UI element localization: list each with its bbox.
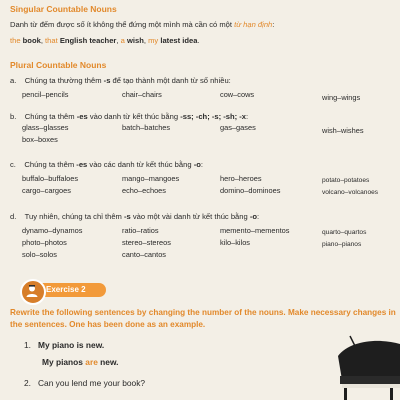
question-number: 1. (24, 340, 31, 350)
rule-c (10, 160, 203, 169)
noun-pair (220, 123, 256, 132)
example-segment: latest idea (160, 36, 198, 45)
rule-text: : (200, 160, 203, 169)
plural-form: wings (341, 93, 361, 102)
plural-form: gases (236, 123, 256, 132)
dash: – (142, 238, 147, 247)
rule-text: để tạo thành một danh từ số nhiều: (110, 76, 231, 85)
rule-text: Chúng ta thêm (24, 112, 77, 121)
singular-form: wing (322, 93, 338, 102)
example-segment: . (197, 36, 200, 45)
noun-pair (122, 174, 179, 183)
answer-text: My pianos (42, 357, 86, 367)
plural-form: cargoes (44, 186, 71, 195)
dash: – (35, 250, 40, 259)
dash: – (140, 123, 145, 132)
singular-form: glass (22, 123, 40, 132)
singular-form: quarto (322, 229, 341, 236)
answer-text: new. (97, 357, 119, 367)
answer-1 (42, 357, 119, 367)
singular-description (10, 20, 274, 29)
dash: – (140, 250, 145, 259)
noun-pair (122, 238, 171, 247)
example-segment: a (120, 36, 127, 45)
plural-form: echoes (142, 186, 166, 195)
example-segment: my (148, 36, 161, 45)
question-1 (24, 340, 104, 350)
example-segment: that (45, 36, 60, 45)
dash: – (244, 186, 249, 195)
plural-form: pencils (45, 90, 69, 99)
dash: – (234, 174, 239, 183)
noun-pair (22, 135, 58, 144)
plural-form: cows (237, 90, 255, 99)
plural-form: cantos (144, 250, 166, 259)
exercise-title: Exercise 2 (46, 285, 86, 294)
dash: – (338, 241, 342, 248)
plural-form: chairs (142, 90, 162, 99)
plural-title: Plural Countable Nouns (10, 60, 107, 70)
example-segment: , (116, 36, 121, 45)
singular-form: canto (122, 250, 141, 259)
singular-form: cow (220, 90, 234, 99)
rule-d (10, 212, 259, 221)
dash: – (231, 238, 236, 247)
rule-b (10, 112, 248, 121)
singular-form: pencil (22, 90, 42, 99)
noun-pair (122, 90, 162, 99)
desc-highlight: từ hạn định (234, 20, 273, 29)
rule-text: vào danh từ kết thúc bằng (87, 112, 181, 121)
dash: – (138, 186, 143, 195)
rule-endings: -o (249, 212, 257, 221)
plural-form: mementos (254, 226, 290, 235)
piano-illustration (330, 334, 400, 400)
noun-pair (322, 177, 369, 184)
dash: – (231, 123, 237, 132)
rule-text: Tuy nhiên, chúng ta chỉ thêm (24, 212, 124, 221)
plural-form: solos (39, 250, 57, 259)
dash: – (41, 90, 46, 99)
noun-pair (122, 186, 166, 195)
dash: – (136, 226, 141, 235)
rule-text: : (246, 112, 249, 121)
rule-text: vào các danh từ kết thúc bằng (87, 160, 194, 169)
singular-form: gas (220, 123, 232, 132)
singular-form: buffalo (22, 174, 45, 183)
noun-pair (220, 90, 254, 99)
noun-pair (22, 123, 68, 132)
noun-pair (122, 250, 166, 259)
noun-pair (322, 126, 364, 135)
dash: – (33, 135, 39, 144)
question-text: My piano is new. (37, 340, 105, 350)
rule-text: Chúng ta thêm (24, 160, 77, 169)
noun-pair (122, 123, 170, 132)
plural-form: photos (44, 238, 67, 247)
rule-letter: d. (10, 212, 17, 221)
question-text: Can you lend me your book? (37, 378, 146, 388)
plural-form: quartos (344, 229, 367, 236)
singular-form: photo (22, 238, 41, 247)
exercise-instruction: Rewrite the following sentences by changing the number of the nouns. Make necessary changes in the sentences. One has been done as an example. (10, 308, 396, 329)
noun-pair (322, 93, 360, 102)
rule-text: vào một vài danh từ kết thúc bằng (130, 212, 250, 221)
singular-form: domino (220, 186, 245, 195)
dash: – (44, 174, 49, 183)
rule-endings: -o (193, 160, 201, 169)
dash: – (337, 93, 342, 102)
rule-suffix: -es (76, 160, 88, 169)
noun-pair (22, 186, 71, 195)
dash: – (344, 189, 349, 196)
rule-endings: -ss; -ch; -s; -sh; -x (180, 112, 247, 121)
dash: – (138, 90, 143, 99)
noun-pair (22, 90, 68, 99)
rule-suffix: -s (124, 212, 131, 221)
dash: – (250, 226, 255, 235)
plural-form: kilos (235, 238, 251, 247)
noun-pair (220, 238, 250, 247)
rule-letter: c. (10, 160, 16, 169)
singular-form: potato (322, 177, 341, 184)
singular-form: solo (22, 250, 36, 259)
noun-pair (22, 226, 82, 235)
example-segment: book (22, 36, 41, 45)
desc-colon: : (272, 20, 275, 29)
desc-text: Danh từ đếm được số ít không thể đứng một mình mà cần có một (10, 20, 235, 29)
singular-form: volcano (322, 189, 345, 196)
singular-form: cargo (22, 186, 41, 195)
plural-form: ratios (140, 226, 159, 235)
plural-form: batches (144, 123, 171, 132)
dash: – (40, 186, 45, 195)
plural-form: volcanoes (348, 189, 379, 196)
noun-pair (22, 250, 57, 259)
dash: – (340, 229, 345, 236)
singular-form: piano (322, 241, 339, 248)
singular-form: ratio (122, 226, 137, 235)
example-segment: the (10, 36, 23, 45)
example-segment: English teacher (59, 36, 117, 45)
rule-suffix: -s (103, 76, 111, 85)
plural-form: glasses (43, 123, 69, 132)
noun-pair (220, 174, 262, 183)
singular-form: wish (322, 126, 337, 135)
singular-form: box (22, 135, 34, 144)
rule-a (10, 76, 231, 85)
question-number: 2. (24, 378, 31, 388)
plural-form: heroes (238, 174, 262, 183)
singular-form: hero (220, 174, 235, 183)
dash: – (40, 238, 45, 247)
dash: – (48, 226, 53, 235)
dash: – (144, 174, 149, 183)
plural-form: potatoes (344, 177, 370, 184)
plural-form: dominoes (248, 186, 281, 195)
dash: – (340, 177, 345, 184)
plural-form: dynamos (52, 226, 83, 235)
dash: – (39, 123, 44, 132)
noun-pair (322, 241, 361, 248)
singular-form: stereo (122, 238, 143, 247)
rule-letter: a. (10, 76, 17, 85)
dash: – (233, 90, 238, 99)
singular-form: chair (122, 90, 139, 99)
singular-form: kilo (220, 238, 232, 247)
rule-text: Chúng ta thường thêm (24, 76, 104, 85)
singular-form: dynamo (22, 226, 49, 235)
plural-form: mangoes (148, 174, 180, 183)
rule-text: : (257, 212, 260, 221)
noun-pair (220, 186, 280, 195)
singular-form: batch (122, 123, 141, 132)
example-segment: , (40, 36, 46, 45)
rule-suffix: -es (76, 112, 88, 121)
plural-form: wishes (340, 126, 364, 135)
plural-form: boxes (38, 135, 58, 144)
singular-examples (10, 36, 200, 45)
rule-letter: b. (10, 112, 17, 121)
noun-pair (220, 226, 289, 235)
question-2 (24, 378, 145, 388)
plural-form: stereos (146, 238, 171, 247)
answer-highlight: are (85, 357, 98, 367)
noun-pair (322, 229, 366, 236)
student-icon (20, 279, 46, 305)
noun-pair (22, 238, 67, 247)
example-segment: wish (126, 36, 144, 45)
singular-form: memento (220, 226, 251, 235)
plural-form: buffaloes (48, 174, 79, 183)
singular-form: mango (122, 174, 145, 183)
example-segment: , (143, 36, 149, 45)
plural-form: pianos (341, 241, 362, 248)
dash: – (336, 126, 341, 135)
noun-pair (322, 189, 378, 196)
noun-pair (122, 226, 159, 235)
singular-form: echo (122, 186, 139, 195)
noun-pair (22, 174, 78, 183)
singular-title: Singular Countable Nouns (10, 4, 117, 14)
